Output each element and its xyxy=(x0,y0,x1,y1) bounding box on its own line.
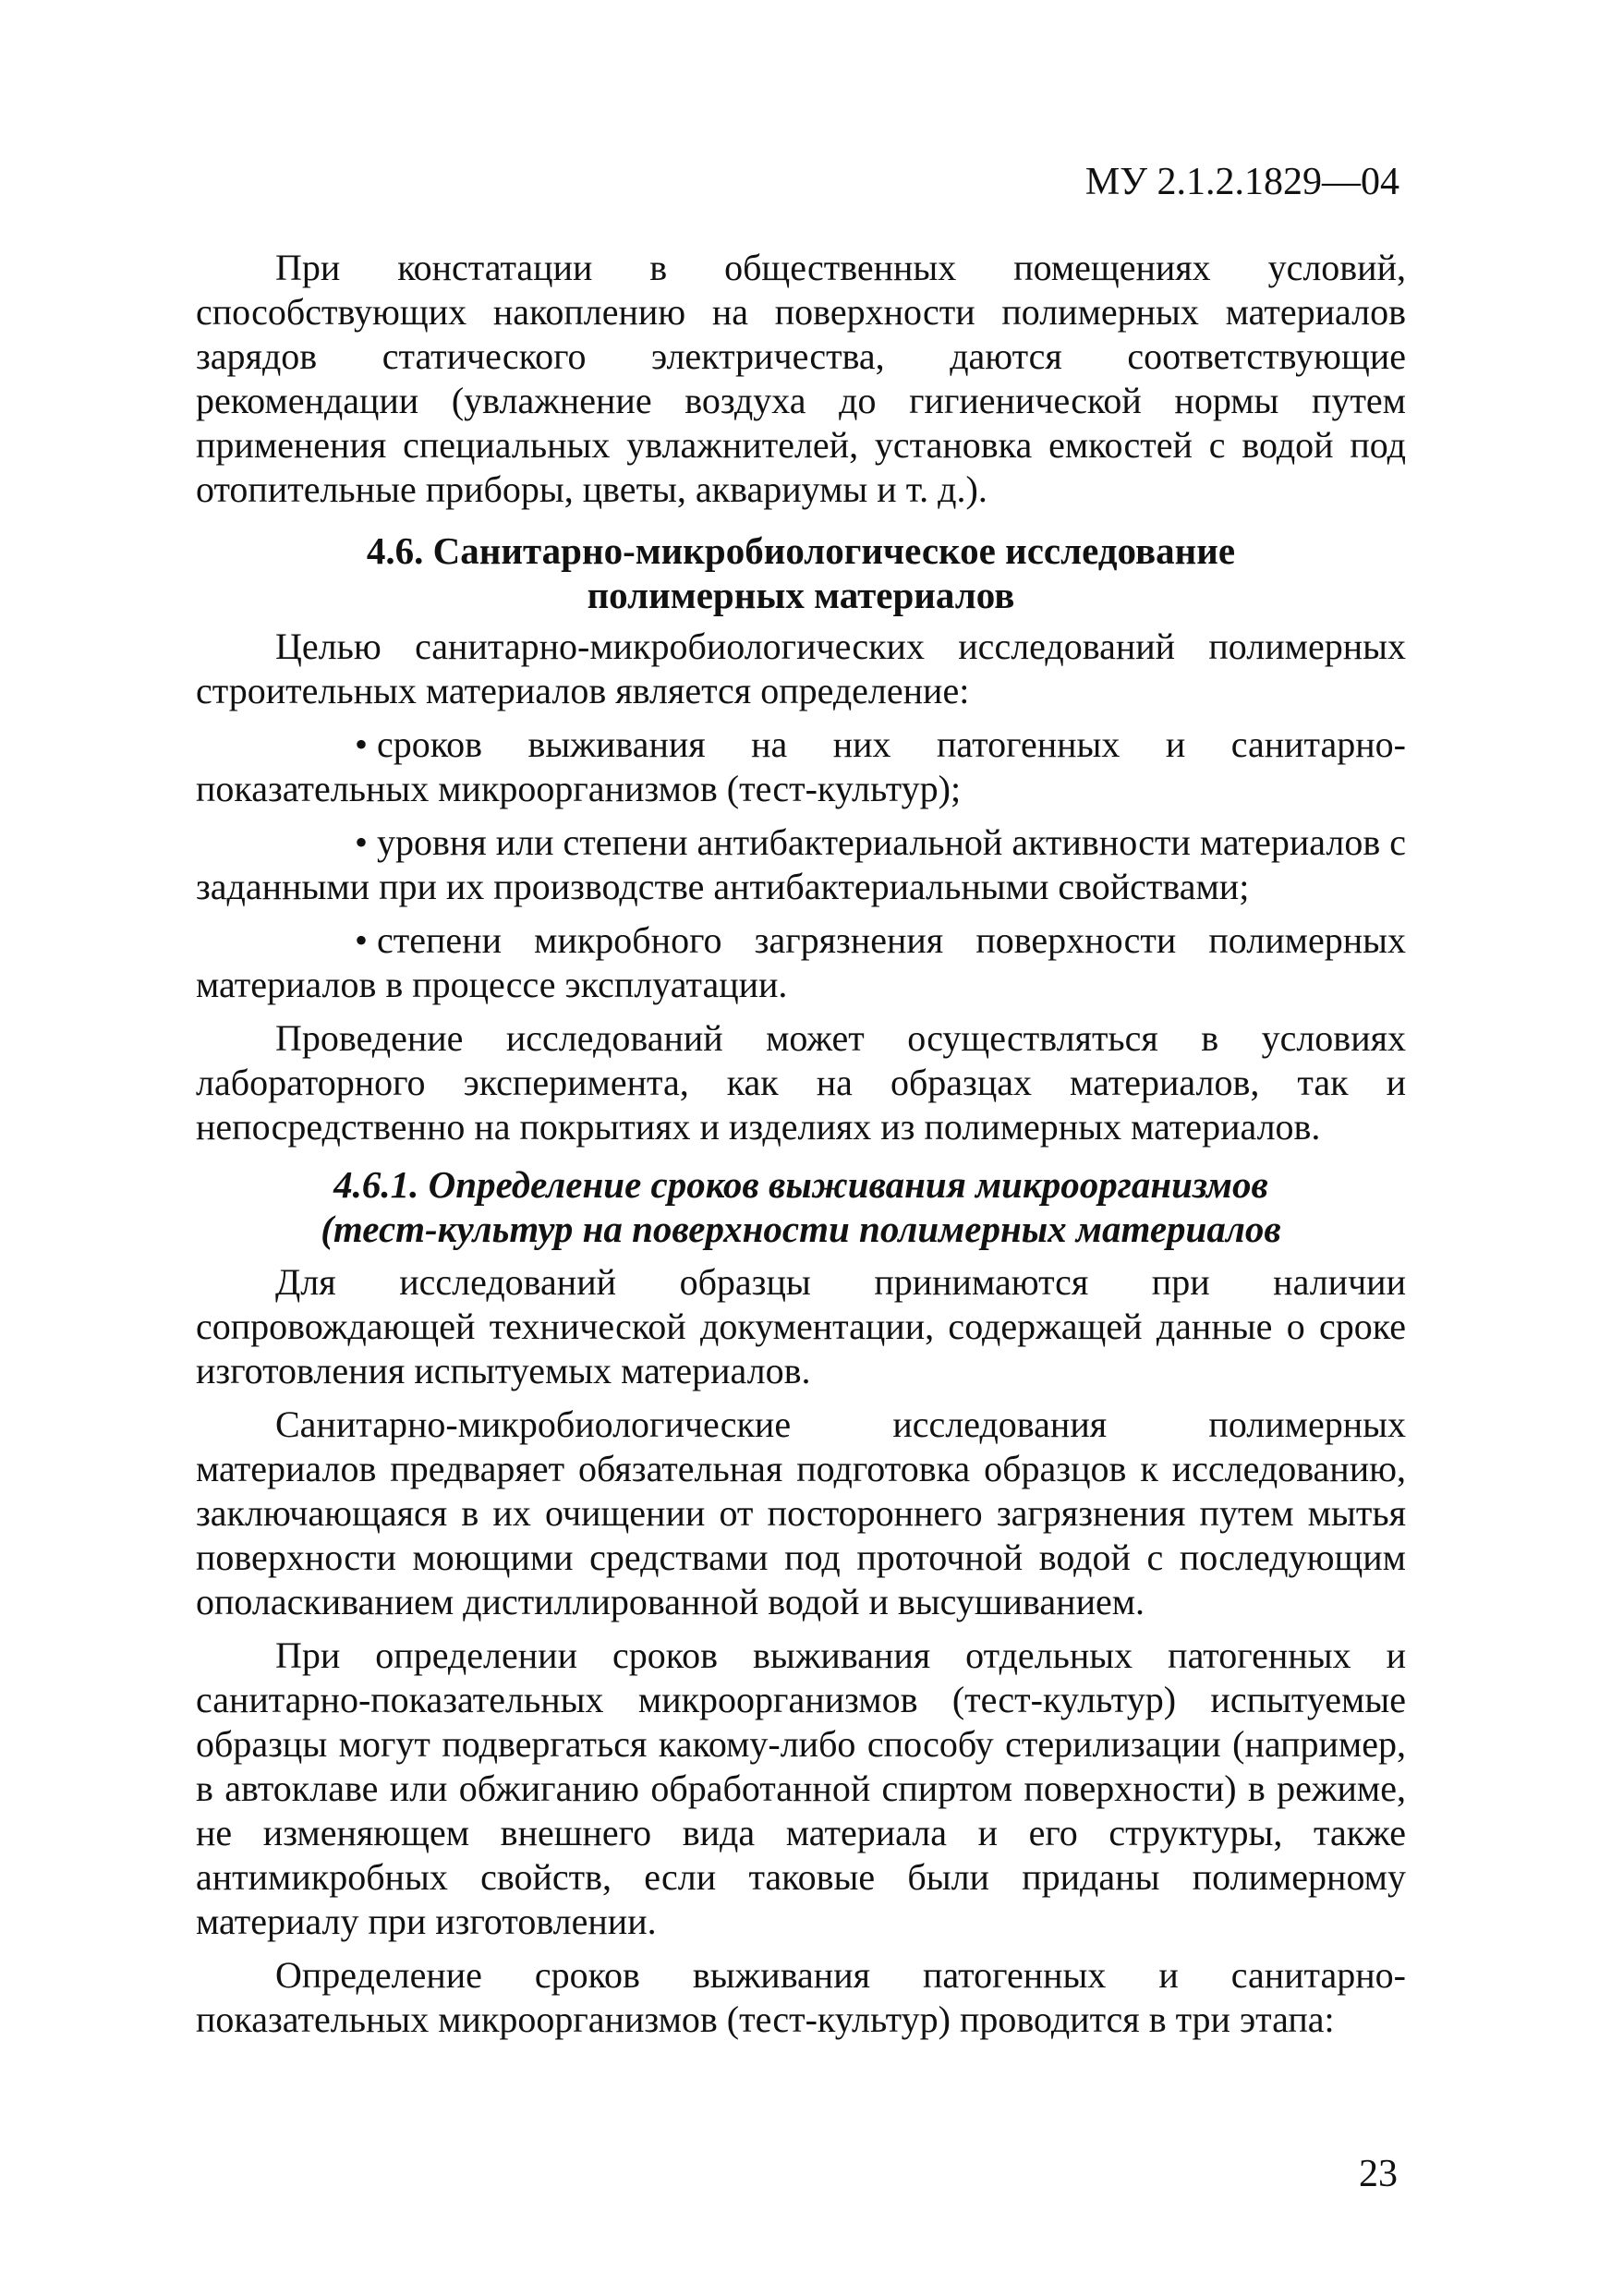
section-heading-4-6: 4.6. Санитарно-микробиологическое исследование полимерных материалов xyxy=(366,529,1236,616)
list-item-text: уровня или степени антибактериальной активности материалов с заданными при их производстве антибактериальными свойствами; xyxy=(196,821,1406,907)
list-item-text: сроков выживания на них патогенных и санитарно-показательных микроорганизмов (тест-культур); xyxy=(196,723,1406,809)
document-number: МУ 2.1.2.1829—04 xyxy=(1084,161,1399,203)
page-number: 23 xyxy=(1359,2153,1398,2195)
bullet-icon: • xyxy=(355,821,369,863)
paragraph-three-stages: Определение сроков выживания патогенных и санитарно-показательных микроорганизмов (тест-культур) проводится в три этапа: xyxy=(196,1954,1406,2040)
paragraph-sample-documentation: Для исследований образцы принимаются при наличии сопровождающей технической документации, содержащей данные о сроке изготовления испытуемых материалов. xyxy=(196,1261,1406,1391)
subsection-heading-4-6-1: 4.6.1. Определение сроков выживания микроорганизмов (тест-культур на поверхности полимерных материалов xyxy=(321,1163,1281,1250)
bullet-icon: • xyxy=(355,723,369,765)
paragraph-research-conditions: Проведение исследований может осуществляться в условиях лабораторного эксперимента, как на образцах материалов, так и непосредственно на покрытиях и изделиях из полимерных материалов. xyxy=(196,1017,1406,1148)
list-item-text: степени микробного загрязнения поверхности полимерных материалов в процессе эксплуатации. xyxy=(196,919,1406,1005)
list-item xyxy=(196,820,1406,909)
paragraph-sample-preparation: Санитарно-микробиологические исследования полимерных материалов предваряет обязательная подготовка образцов к исследованию, заключающаяся в их очищении от постороннего загрязнения путем мытья поверхности моющими средствами под проточной водой с последующим ополаскиванием дистиллированной водой и высушиванием. xyxy=(196,1403,1406,1622)
paragraph-static-electricity: При констатации в общественных помещениях условий, способствующих накоплению на поверхности полимерных материалов зарядов статического электричества, даются соответствующие рекомендации (увлажнение воздуха до гигиенической нормы путем применения специальных увлажнителей, установка емкостей с водой под отопительные приборы, цветы, аквариумы и т. д.). xyxy=(196,247,1406,510)
paragraph-purpose: Целью санитарно-микробиологических исследований полимерных строительных материалов является определение: xyxy=(196,626,1406,711)
page-body xyxy=(196,246,1406,2051)
bullet-icon: • xyxy=(355,919,369,961)
paragraph-sterilization: При определении сроков выживания отдельных патогенных и санитарно-показательных микроорганизмов (тест-культур) испытуемые образцы могут подвергаться какому-либо способу стерилизации (например, в автоклаве или обжиганию обработанной спиртом поверхности) в режиме, не изменяющем внешнего вида материала и его структуры, также антимикробных свойств, если таковые были приданы полимерному материалу при изготовлении. xyxy=(196,1634,1406,1942)
list-item xyxy=(196,723,1406,811)
list-item xyxy=(196,918,1406,1007)
